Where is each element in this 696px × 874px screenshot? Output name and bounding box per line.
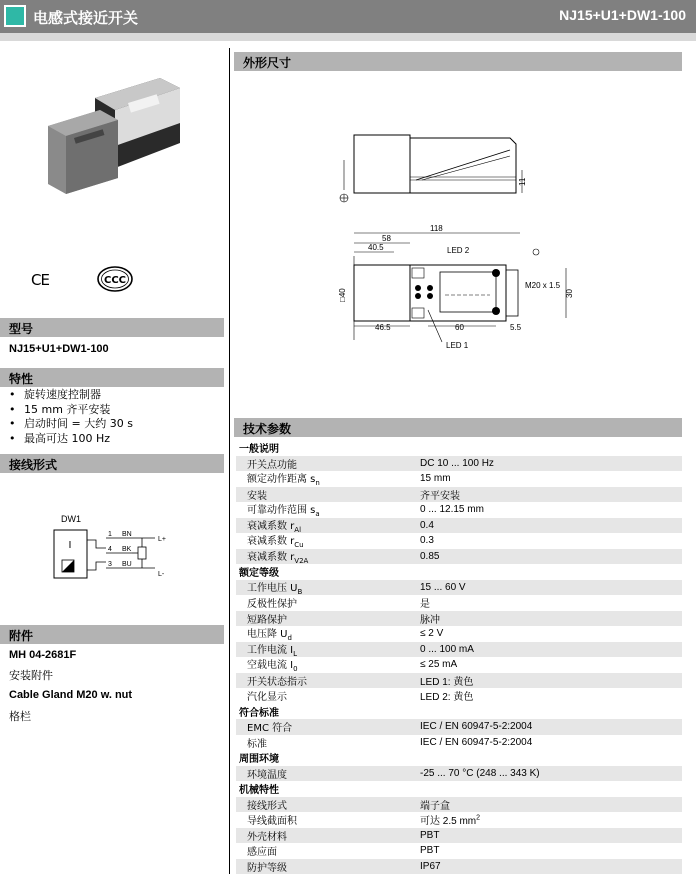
spec-key (236, 456, 420, 471)
spec-key-text: 开关点功能 (247, 459, 297, 471)
spec-value (420, 721, 682, 732)
header-subband (0, 33, 696, 41)
spec-key-text: 衰减系数 r (247, 551, 295, 563)
dim-label: □40 (338, 288, 347, 302)
spec-row (236, 487, 682, 503)
spec-row (236, 518, 682, 534)
spec-group-heading: 符合标准 (239, 707, 279, 719)
spec-value-text: DC 10 ... 100 Hz (420, 457, 494, 469)
page-header (0, 0, 696, 33)
ccc-mark-icon (96, 265, 134, 293)
spec-row (236, 471, 682, 487)
dim-label: 46.5 (375, 323, 391, 332)
spec-key-subscript: Cu (294, 541, 304, 550)
spec-key (236, 611, 420, 626)
spec-value-text: ≤ 25 mA (420, 659, 458, 671)
spec-value (420, 551, 682, 562)
spec-value (420, 628, 682, 639)
spec-row (236, 642, 682, 658)
spec-key (236, 625, 420, 642)
spec-key-text: 开关状态指示 (247, 676, 307, 688)
spec-value (420, 504, 682, 515)
spec-key (236, 688, 420, 703)
spec-key (236, 579, 420, 596)
ce-mark-icon: CE (31, 271, 49, 289)
spec-key-text: 额定动作距离 s (247, 474, 316, 486)
spec-key-text: 安装 (247, 490, 267, 502)
spec-value (420, 582, 682, 593)
spec-value (420, 487, 682, 502)
spec-value (420, 737, 682, 748)
spec-value-text: 齐平安装 (420, 490, 460, 502)
spec-value-text: 15 mm (420, 473, 451, 485)
spec-key-text: 衰减系数 r (247, 536, 295, 548)
spec-group-heading: 机械特性 (239, 785, 279, 797)
spec-key-text: 汽化显示 (247, 692, 287, 704)
wiring-heading: 接线形式 (0, 454, 224, 473)
spec-key-subscript: Al (294, 525, 302, 534)
spec-key (236, 673, 420, 688)
dim-label: 11 (518, 177, 527, 186)
spec-key-subscript: B (297, 587, 303, 596)
spec-key (236, 656, 420, 673)
spec-key-text: 外壳材料 (247, 831, 287, 843)
spec-key (236, 797, 420, 812)
accessory-desc: 安装附件 (9, 669, 53, 682)
spec-value-text: IP67 (420, 860, 441, 872)
spec-key-text: 可靠动作范围 s (247, 505, 316, 517)
spec-value (420, 845, 682, 856)
header-model: NJ15+U1+DW1-100 (559, 7, 686, 23)
spec-row (236, 611, 682, 627)
spec-key-text: 防护等级 (247, 862, 287, 874)
feature-item: • 启动时间 = 大约 30 s (9, 417, 133, 432)
dimension-drawing (330, 130, 590, 355)
dim-label: LED 1 (446, 341, 469, 350)
feature-item: • 最高可达 100 Hz (9, 432, 133, 447)
dim-label: 30 (565, 289, 574, 298)
spec-row (236, 673, 682, 689)
features-list (9, 388, 133, 446)
spec-row (236, 580, 682, 596)
spec-value (420, 830, 682, 841)
spec-key-subscript: a (315, 510, 320, 519)
accessory-name: MH 04-2681F (9, 649, 77, 661)
spec-value (420, 812, 682, 827)
spec-value-text: 0.4 (420, 519, 434, 531)
product-photo (40, 68, 190, 198)
spec-row (236, 812, 682, 828)
spec-value (420, 768, 682, 779)
svg-text:CCC: CCC (103, 275, 127, 286)
spec-value-text: 是 (420, 599, 430, 611)
model-heading: 型号 (0, 318, 224, 337)
spec-value-text: IEC / EN 60947-5-2:2004 (420, 721, 533, 733)
spec-key (236, 843, 420, 858)
spec-group-heading: 周围环境 (239, 754, 279, 766)
spec-value-text: 0 ... 12.15 mm (420, 504, 484, 516)
spec-value-text: ≤ 2 V (420, 628, 444, 640)
spec-value-text: 15 ... 60 V (420, 581, 466, 593)
pin-num: 1 (108, 531, 112, 538)
spec-key-text: 电压降 U (247, 629, 288, 641)
spec-key-text: EMC 符合 (247, 723, 293, 735)
brand-square-icon (4, 5, 26, 27)
dim-label: 118 (430, 224, 443, 233)
pin-color: BK (122, 546, 132, 553)
spec-key-text: 短路保护 (247, 614, 287, 626)
dim-label: M20 x 1.5 (525, 281, 561, 290)
column-divider (229, 48, 230, 874)
spec-value (420, 595, 682, 610)
dimensions-heading: 外形尺寸 (234, 52, 682, 71)
spec-key (236, 595, 420, 610)
dim-label: LED 2 (447, 246, 470, 255)
spec-value (420, 458, 682, 469)
spec-value-text: PBT (420, 845, 440, 857)
dim-label: 58 (382, 234, 391, 243)
spec-value-text: 可达 2.5 mm (420, 816, 477, 828)
spec-value (420, 688, 682, 703)
spec-value-text: 脉冲 (420, 614, 440, 626)
spec-key-text: 工作电压 U (247, 582, 298, 594)
spec-row (236, 797, 682, 813)
dim-label: 60 (455, 323, 464, 332)
spec-row (236, 859, 682, 874)
pin-num: 4 (108, 546, 112, 553)
spec-key (236, 501, 420, 518)
spec-value-superscript: 2 (476, 814, 481, 822)
spec-key (236, 641, 420, 658)
wiring-symbol: I (68, 540, 72, 551)
spec-key (236, 548, 420, 565)
spec-key (236, 517, 420, 534)
spec-group-heading: 额定等级 (239, 568, 279, 580)
spec-row (236, 549, 682, 565)
spec-value-text: 端子盒 (420, 800, 450, 812)
spec-value-text: 0 ... 100 mA (420, 643, 474, 655)
spec-value (420, 535, 682, 546)
spec-row (236, 456, 682, 472)
spec-key (236, 735, 420, 750)
model-value: NJ15+U1+DW1-100 (9, 343, 109, 355)
dim-label: 5.5 (510, 323, 522, 332)
spec-row (236, 843, 682, 859)
spec-row (236, 657, 682, 673)
spec-row (236, 502, 682, 518)
feature-item: • 旋转速度控制器 (9, 388, 133, 403)
spec-value-text: LED 2: 黄色 (420, 692, 474, 704)
spec-value (420, 673, 682, 688)
spec-value-text: LED 1: 黄色 (420, 676, 474, 688)
spec-key (236, 828, 420, 843)
spec-key-text: 衰减系数 r (247, 520, 295, 532)
spec-value (420, 797, 682, 812)
specs-heading: 技术参数 (234, 418, 682, 437)
spec-row (236, 533, 682, 549)
spec-row (236, 735, 682, 751)
spec-row (236, 828, 682, 844)
spec-key-subscript: n (315, 479, 320, 488)
spec-key-text: 工作电流 I (247, 644, 294, 656)
spec-key-text: 环境温度 (247, 769, 287, 781)
specs-table (236, 440, 682, 874)
accessories-heading: 附件 (0, 625, 224, 644)
wiring-diagram (50, 526, 180, 584)
spec-value (420, 520, 682, 531)
spec-key (236, 487, 420, 502)
spec-key-text: 接线形式 (247, 800, 287, 812)
spec-key-text: 标准 (247, 738, 267, 750)
spec-group-heading: 一般说明 (239, 444, 279, 456)
spec-value-text: -25 ... 70 °C (248 ... 343 K) (420, 767, 540, 779)
spec-row (236, 595, 682, 611)
spec-key-text: 导线截面积 (247, 816, 297, 828)
spec-key (236, 812, 420, 827)
spec-key-subscript: V2A (294, 556, 309, 565)
spec-row (236, 766, 682, 782)
spec-row (236, 626, 682, 642)
spec-key-subscript: 0 (293, 665, 298, 674)
pin-color: BU (122, 561, 132, 568)
spec-key (236, 532, 420, 549)
spec-value (420, 611, 682, 626)
spec-key (236, 719, 420, 734)
spec-key (236, 859, 420, 874)
spec-key-text: 空载电流 I (247, 660, 294, 672)
page-title: 电感式接近开关 (33, 9, 139, 27)
feature-item: • 15 mm 齐平安装 (9, 403, 133, 418)
spec-key (236, 470, 420, 487)
spec-row (236, 688, 682, 704)
pin-num: 3 (108, 561, 112, 568)
spec-value (420, 861, 682, 872)
spec-value-text: IEC / EN 60947-5-2:2004 (420, 736, 533, 748)
spec-row (236, 719, 682, 735)
accessory-name: Cable Gland M20 w. nut (9, 689, 133, 701)
spec-value-text: PBT (420, 829, 440, 841)
spec-key (236, 766, 420, 781)
spec-value-text: 0.85 (420, 550, 440, 562)
dim-label: 40.5 (368, 243, 384, 252)
spec-value (420, 473, 682, 484)
spec-value (420, 659, 682, 670)
features-heading: 特性 (0, 368, 224, 387)
spec-value (420, 644, 682, 655)
spec-value-text: 0.3 (420, 535, 434, 547)
spec-key-subscript: d (287, 634, 292, 643)
spec-key-text: 感应面 (247, 847, 277, 859)
spec-key-text: 反极性保护 (247, 599, 297, 611)
pin-out: L+ (158, 536, 166, 543)
pin-out: L- (158, 571, 165, 578)
wiring-label: DW1 (61, 514, 81, 524)
pin-color: BN (122, 531, 132, 538)
accessory-desc: 格栏 (9, 710, 31, 723)
spec-key-subscript: L (293, 649, 298, 658)
